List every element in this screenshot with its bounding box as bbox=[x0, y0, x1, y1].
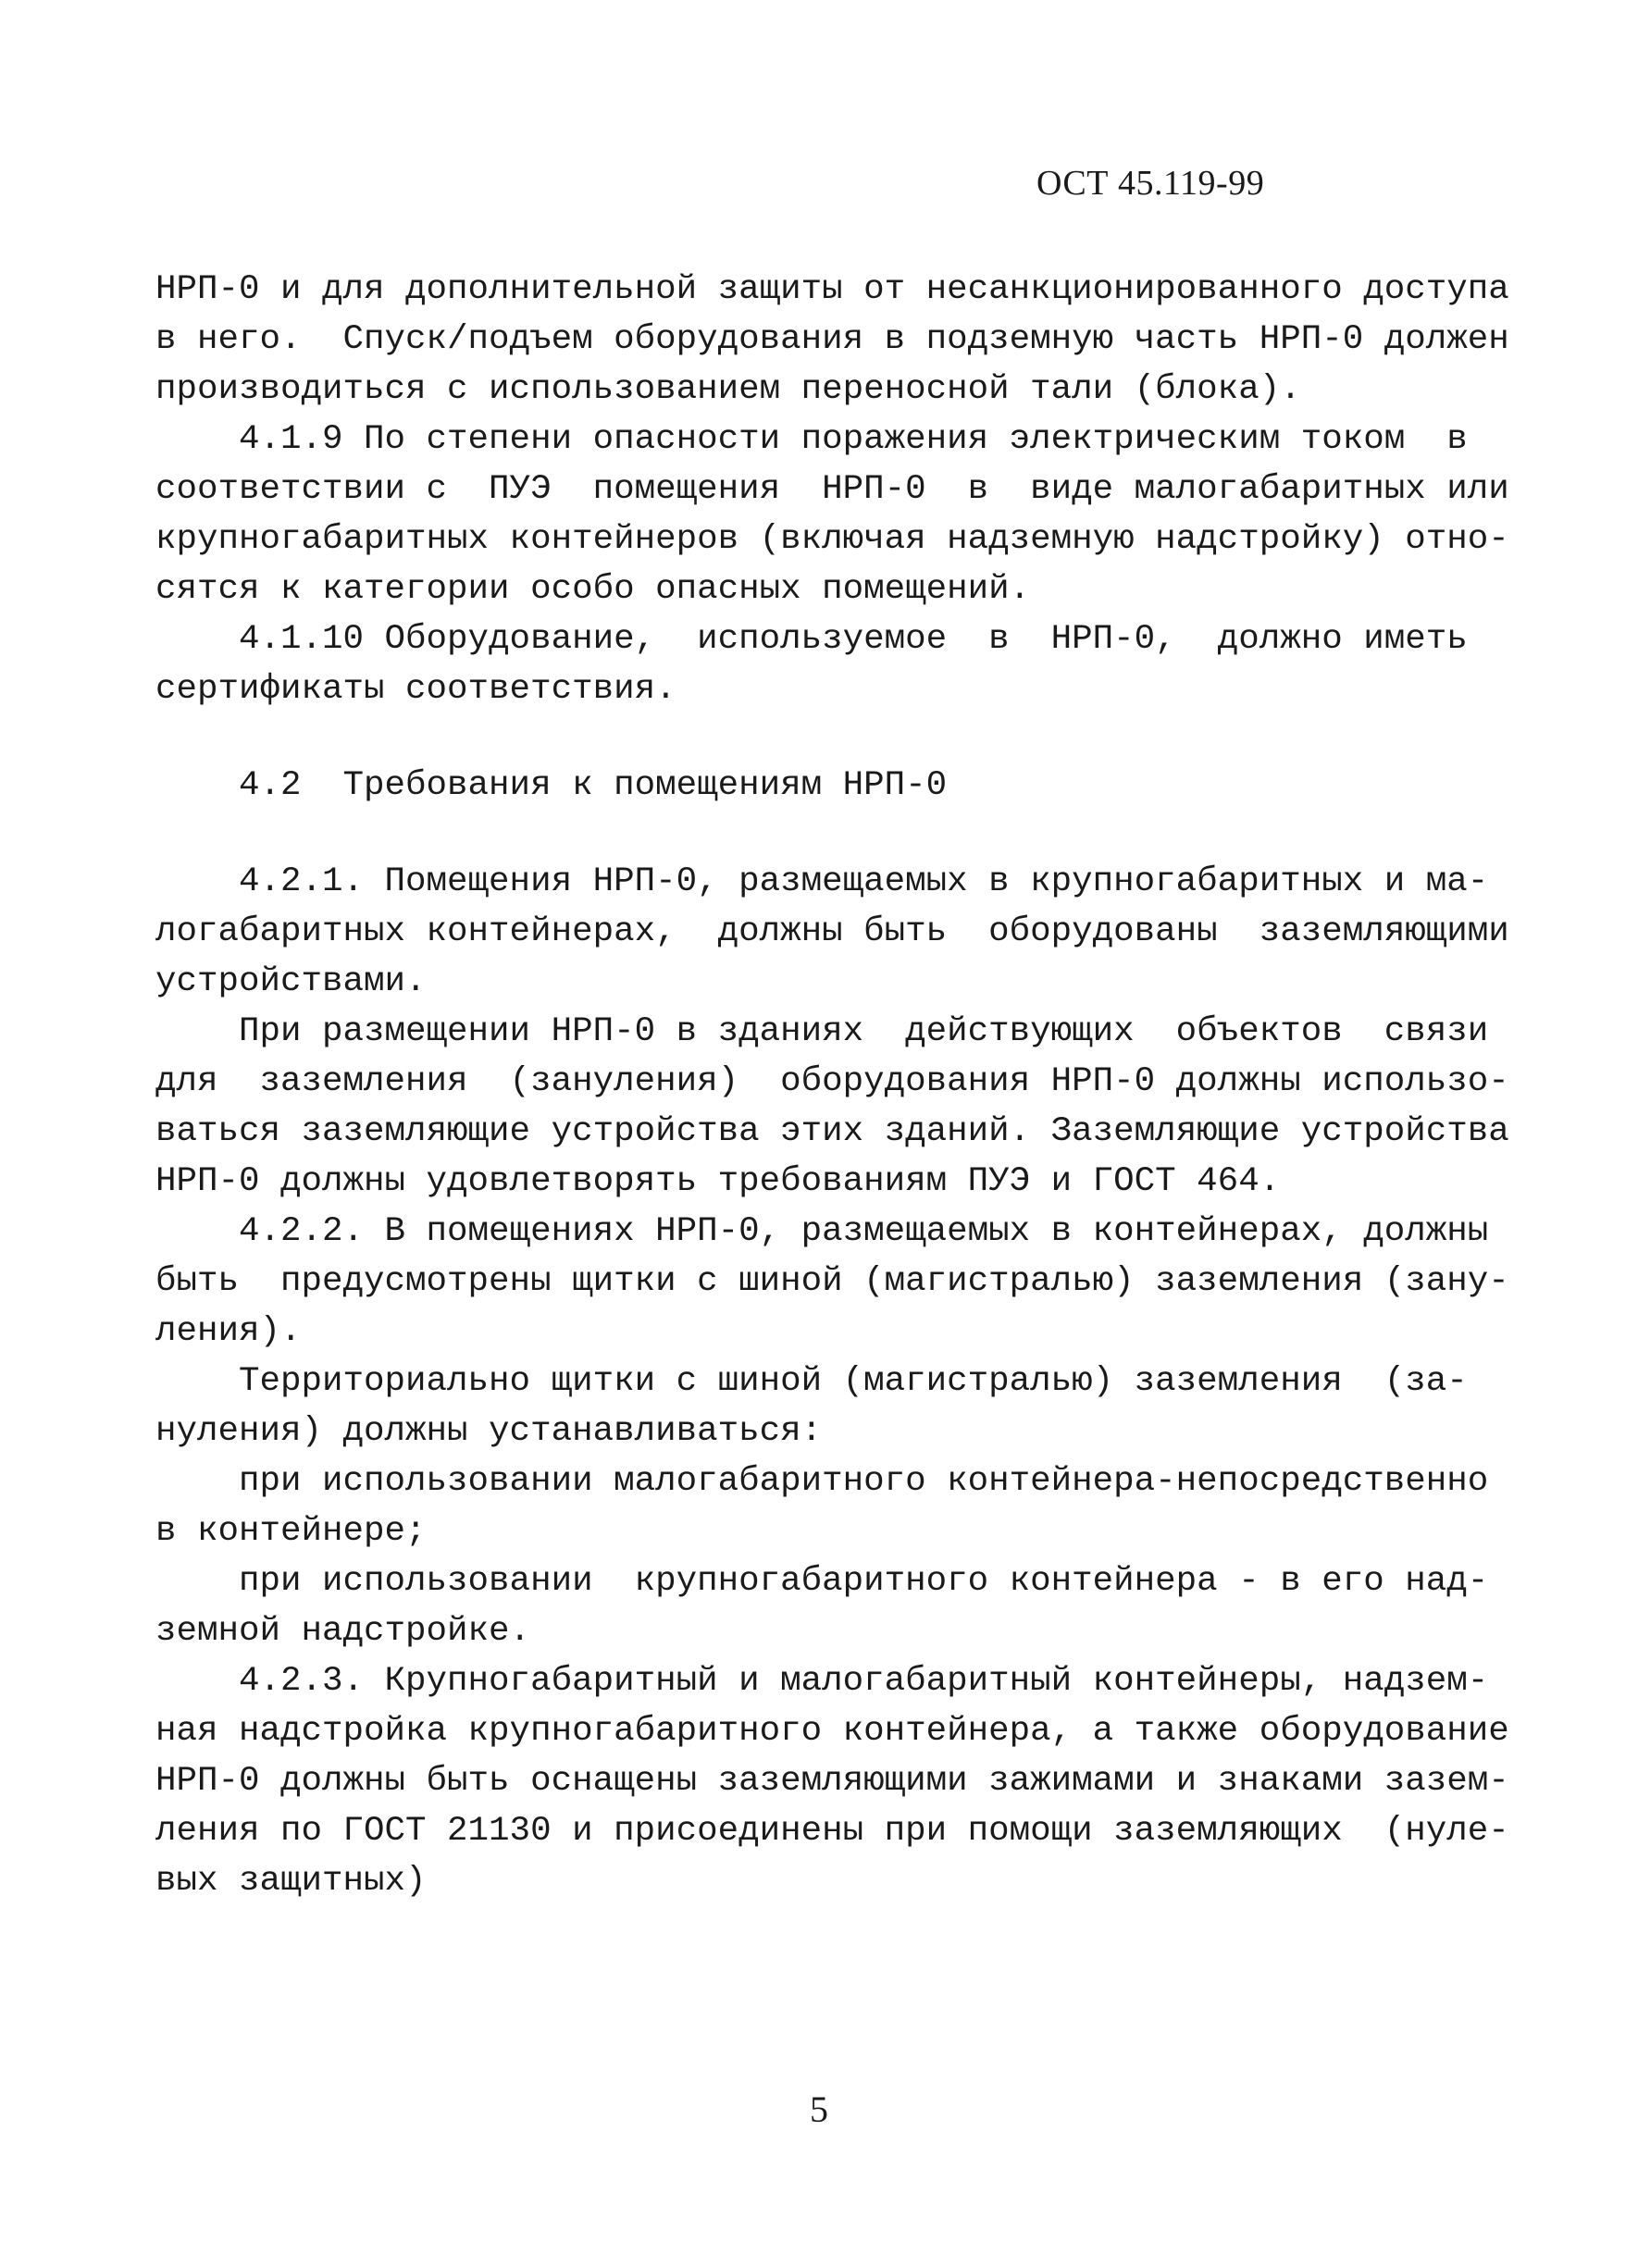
text-line: сертификаты соответствия. bbox=[155, 670, 676, 709]
text-line: НРП-0 должны быть оснащены заземляющими зажимами и знаками зазем- bbox=[155, 1762, 1509, 1801]
text-line: При размещении НРП-0 в зданиях действующих объектов связи bbox=[155, 1012, 1489, 1051]
text-line: 4.2.1. Помещения НРП-0, размещаемых в крупногабаритных и ма- bbox=[155, 862, 1489, 901]
text-line: нуления) должны устанавливаться: bbox=[155, 1412, 823, 1451]
text-line: логабаритных контейнерах, должны быть оборудованы заземляющими bbox=[155, 912, 1509, 951]
text-line: 4.2.2. В помещениях НРП-0, размещаемых в контейнерах, должны bbox=[155, 1212, 1489, 1251]
text-line: устройствами. bbox=[155, 962, 427, 1001]
section-spacer bbox=[155, 811, 1442, 857]
text-line: ления). bbox=[155, 1312, 302, 1351]
text-line: в него. Спуск/подъем оборудования в подземную часть НРП-0 должен bbox=[155, 320, 1509, 359]
text-line: в контейнере; bbox=[155, 1512, 427, 1551]
text-line: ная надстройка крупногабаритного контейнера, а также оборудование bbox=[155, 1712, 1509, 1751]
text-line: крупногабаритных контейнеров (включая надземную надстройку) отно- bbox=[155, 520, 1509, 559]
text-line: соответствии с ПУЭ помещения НРП-0 в виде малогабаритных или bbox=[155, 470, 1509, 509]
page-number: 5 bbox=[810, 2088, 828, 2130]
text-line: НРП-0 должны удовлетворять требованиям ПУЭ и ГОСТ 464. bbox=[155, 1162, 1281, 1201]
text-line: 4.1.9 По степени опасности поражения электрическим током в bbox=[155, 420, 1468, 459]
text-line: Территориально щитки с шиной (магистралью) заземления (за- bbox=[155, 1362, 1468, 1401]
section-spacer bbox=[155, 714, 1442, 761]
text-line: вых защитных) bbox=[155, 1862, 427, 1901]
text-line: земной надстройке. bbox=[155, 1612, 531, 1651]
text-line: ления по ГОСТ 21130 и присоединены при помощи заземляющих (нуле- bbox=[155, 1812, 1509, 1851]
text-line: НРП-0 и для дополнительной защиты от несанкционированного доступа bbox=[155, 270, 1509, 309]
section-heading: 4.2 Требования к помещениям НРП-0 bbox=[155, 766, 948, 805]
text-line: при использовании малогабаритного контейнера-непосредственно bbox=[155, 1462, 1489, 1501]
text-line: сятся к категории особо опасных помещений. bbox=[155, 570, 1031, 609]
document-body bbox=[155, 265, 1509, 1906]
text-line: 4.1.10 Оборудование, используемое в НРП-0, должно иметь bbox=[155, 620, 1468, 659]
text-line: при использовании крупногабаритного контейнера - в его над- bbox=[155, 1562, 1489, 1601]
text-line: быть предусмотрены щитки с шиной (магистралью) заземления (зану- bbox=[155, 1262, 1509, 1301]
text-line: ваться заземляющие устройства этих зданий. Заземляющие устройства bbox=[155, 1112, 1509, 1151]
text-line: 4.2.3. Крупногабаритный и малогабаритный контейнеры, надзем- bbox=[155, 1662, 1489, 1701]
text-line: производиться с использованием переносной тали (блока). bbox=[155, 370, 1301, 409]
text-line: для заземления (зануления) оборудования НРП-0 должны использо- bbox=[155, 1062, 1509, 1101]
document-code: ОСТ 45.119-99 bbox=[1036, 164, 1265, 203]
